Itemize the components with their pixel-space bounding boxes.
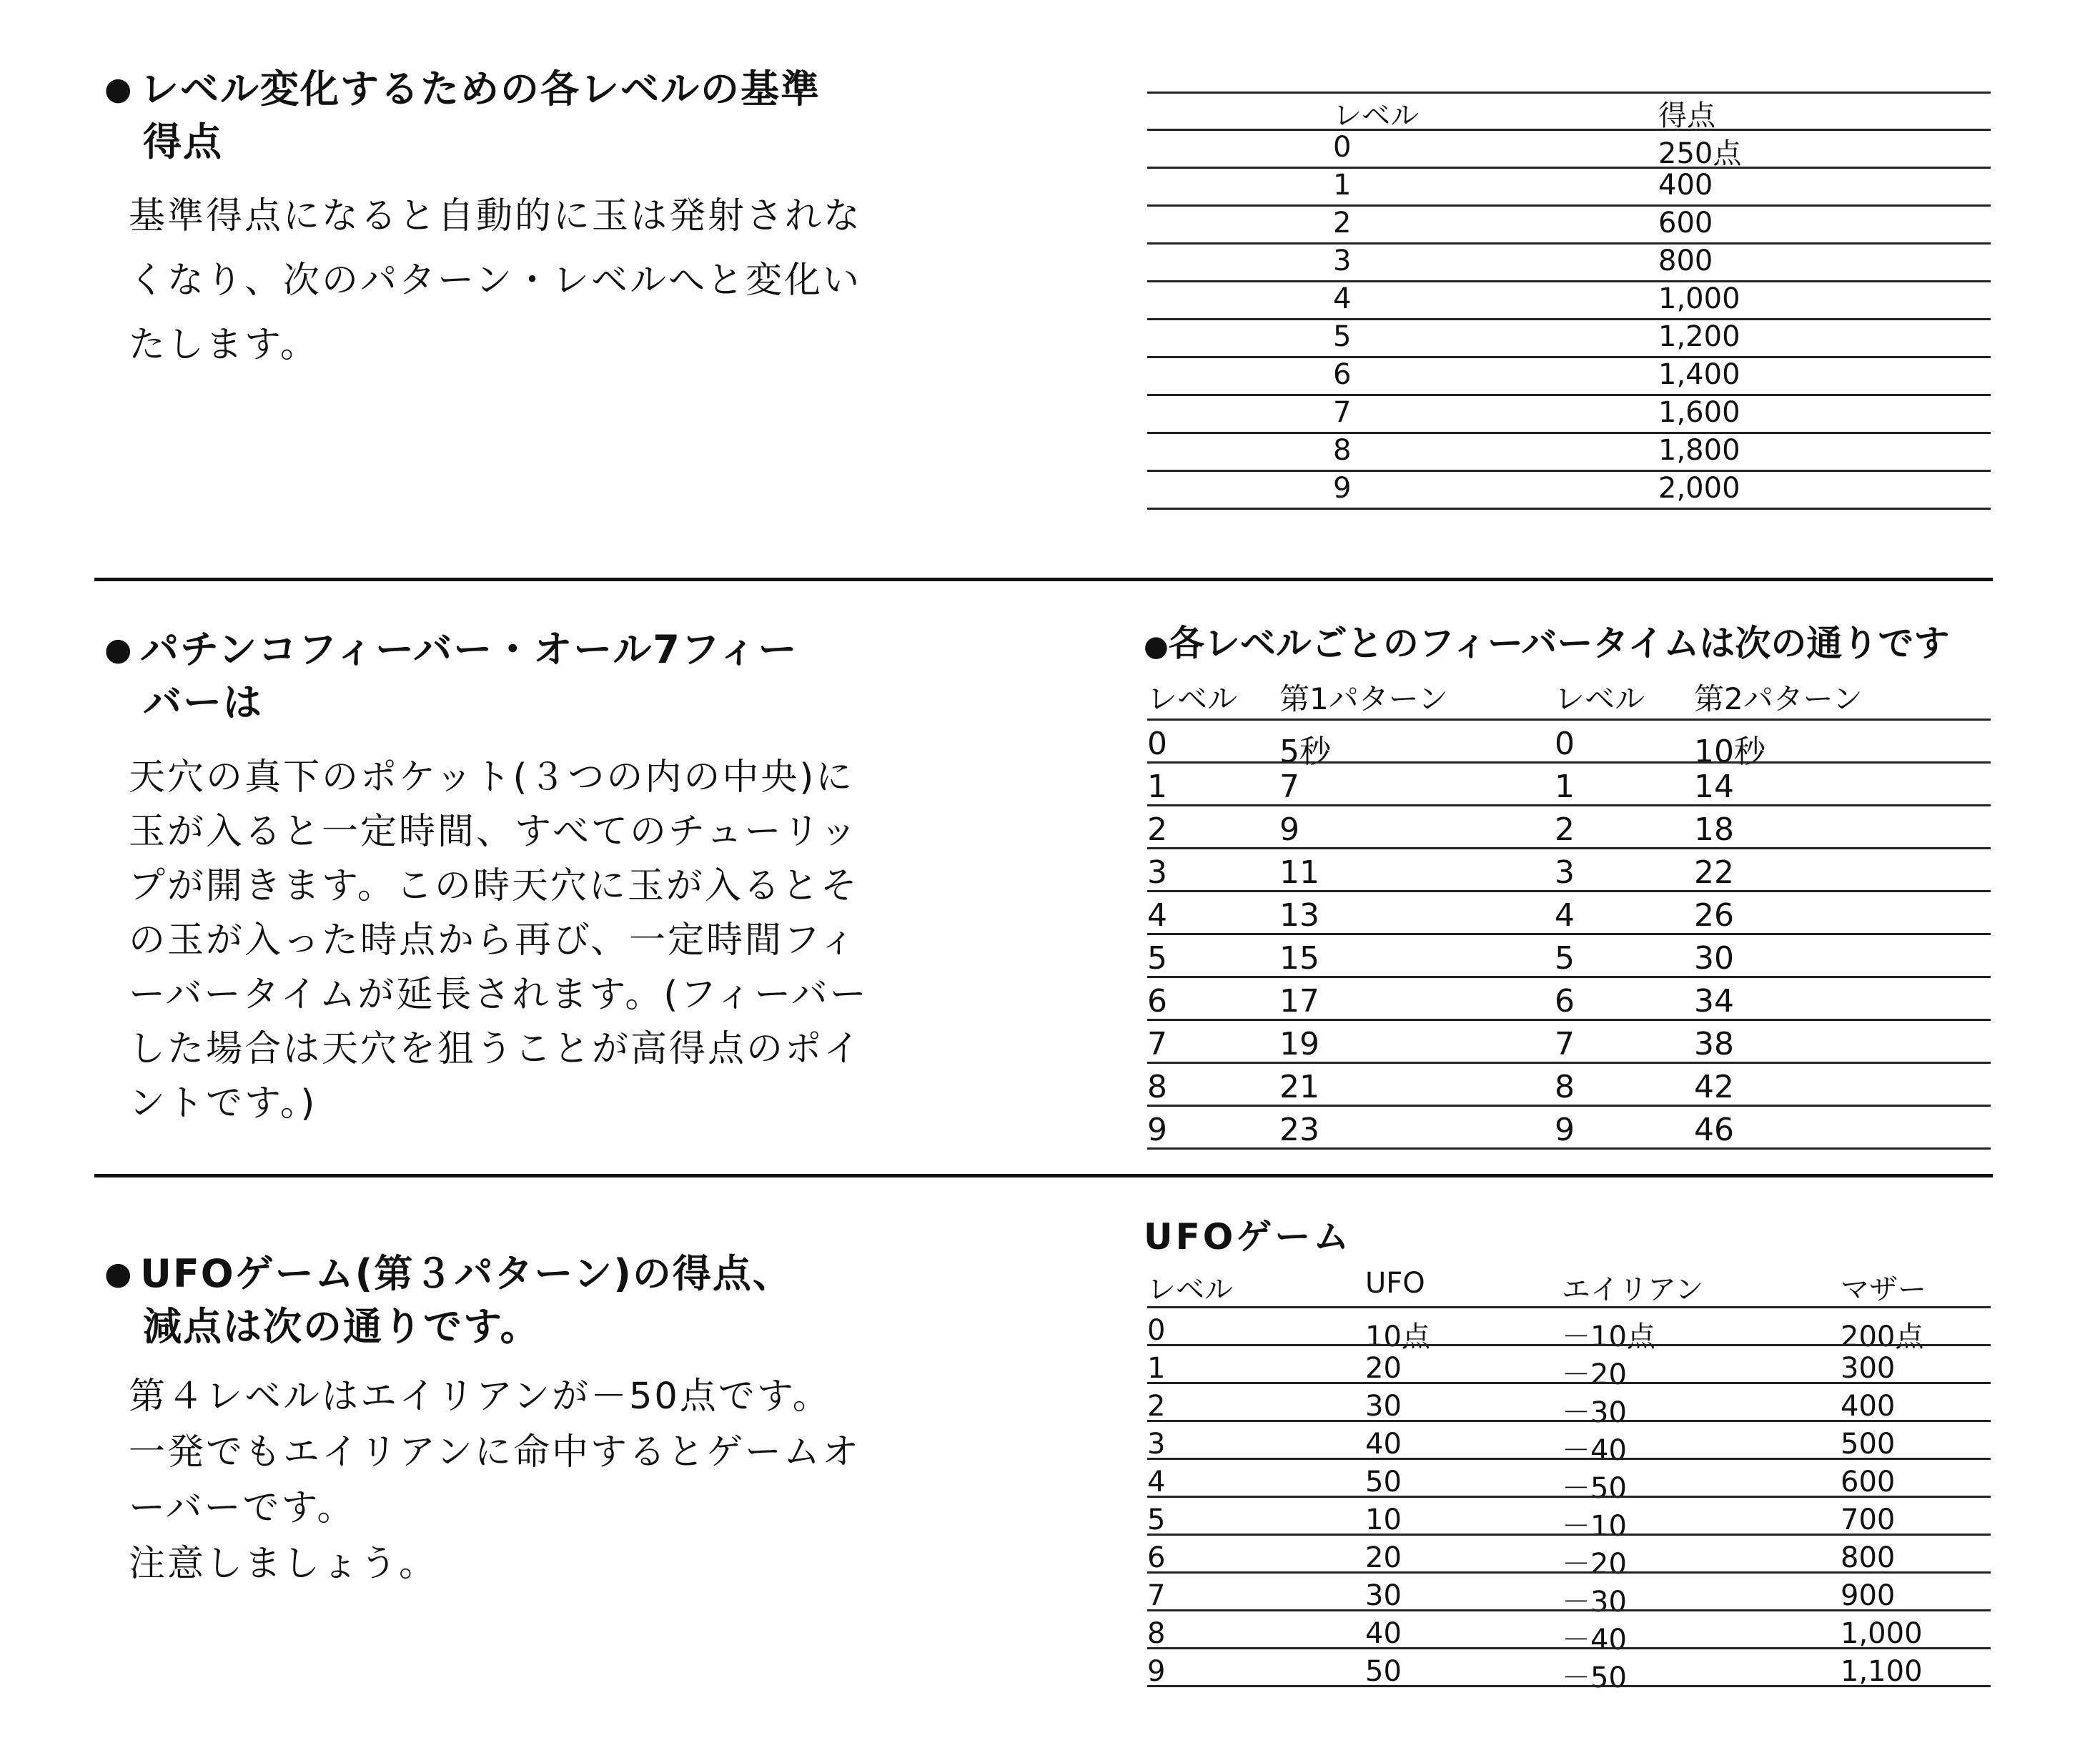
table-cell: －20 <box>1562 1548 1627 1581</box>
table-cell: 46 <box>1694 1112 1734 1148</box>
table-rule <box>1147 1571 1991 1574</box>
table-cell: 1,100 <box>1841 1655 1923 1688</box>
table-cell: 22 <box>1694 854 1734 891</box>
body-line: の玉が入った時点から再び、一定時間フィ <box>129 919 858 962</box>
table-cell: 4 <box>1147 897 1167 934</box>
table-rule <box>1147 719 1991 721</box>
bullet-icon: ● <box>104 1255 134 1292</box>
table-rule <box>1147 92 1991 94</box>
table-cell: 50 <box>1365 1655 1402 1688</box>
table-cell: 23 <box>1279 1112 1319 1148</box>
table-cell: 20 <box>1365 1541 1402 1574</box>
table-cell: 2 <box>1555 811 1575 848</box>
table-cell: 1,600 <box>1658 396 1740 429</box>
ufo-score-table <box>1147 1265 1991 1709</box>
table-cell: 6 <box>1147 1541 1166 1574</box>
table-cell: 4 <box>1333 282 1352 315</box>
table-rule <box>1147 432 1991 434</box>
table-cell: 1 <box>1147 1352 1166 1385</box>
table-cell: －10点 <box>1562 1320 1655 1353</box>
table-rule <box>1147 1344 1991 1346</box>
table-cell: 5秒 <box>1279 734 1331 770</box>
table-cell: －50 <box>1562 1472 1627 1505</box>
table-cell: 400 <box>1841 1390 1896 1423</box>
table-cell: 1,800 <box>1658 434 1740 467</box>
table-cell: 1 <box>1555 769 1575 805</box>
ufo-game-caption: UFOゲーム <box>1144 1216 1352 1258</box>
section1-heading-line1: レベル変化するための各レベルの基準 <box>140 66 821 112</box>
table-cell: 2 <box>1147 811 1167 848</box>
table-cell: 10 <box>1365 1503 1402 1536</box>
table-rule <box>1147 976 1991 978</box>
table-cell: 38 <box>1694 1026 1734 1062</box>
fever-time-caption-text: 各レベルごとのフィーバータイムは次の通りです <box>1168 623 1950 664</box>
table-cell: 34 <box>1694 983 1734 1019</box>
section1-body <box>129 184 943 377</box>
table-cell: 15 <box>1279 940 1319 977</box>
table-rule <box>1147 1458 1991 1460</box>
table-cell: 10秒 <box>1694 734 1765 770</box>
table-header-cell: レベル <box>1147 681 1238 716</box>
table-rule <box>1147 847 1991 849</box>
table-cell: 8 <box>1147 1069 1167 1105</box>
table-cell: 3 <box>1147 854 1167 891</box>
table-rule <box>1147 1647 1991 1649</box>
body-line: した場合は天穴を狙うことが高得点のポイ <box>129 1028 863 1070</box>
table-rule <box>1147 394 1991 396</box>
table-header-cell: 第2パターン <box>1694 681 1863 716</box>
table-cell: 14 <box>1694 769 1734 805</box>
table-cell: 7 <box>1279 769 1299 805</box>
table-rule <box>1147 280 1991 282</box>
table-rule <box>1147 804 1991 806</box>
table-rule <box>1147 356 1991 358</box>
table-rule <box>1147 1496 1991 1498</box>
body-line: ントです。) <box>129 1082 317 1125</box>
table-cell: 1,000 <box>1841 1617 1923 1650</box>
section2-heading-line1: パチンコフィーバー・オール7フィー <box>140 627 798 672</box>
table-cell: 2 <box>1147 1390 1166 1423</box>
table-cell: 7 <box>1333 396 1352 429</box>
section-divider <box>94 1174 1993 1177</box>
table-rule <box>1147 1382 1991 1384</box>
fever-time-caption <box>1144 615 1949 666</box>
table-cell: 4 <box>1147 1466 1166 1498</box>
table-cell: 500 <box>1841 1428 1896 1461</box>
table-header-cell: UFO <box>1365 1267 1425 1300</box>
table-cell: 21 <box>1279 1069 1319 1105</box>
section2-heading <box>104 623 951 729</box>
table-cell: 8 <box>1333 434 1352 467</box>
table-cell: 30 <box>1365 1390 1402 1423</box>
table-rule <box>1147 933 1991 935</box>
table-cell: 400 <box>1658 169 1713 202</box>
table-cell: －50 <box>1562 1661 1627 1694</box>
body-line: 天穴の真下のポケット(３つの内の中央)に <box>129 756 855 799</box>
table-cell: 10点 <box>1365 1320 1430 1353</box>
table-cell: 800 <box>1658 245 1713 277</box>
table-cell: 200点 <box>1841 1320 1924 1353</box>
table-rule <box>1147 470 1991 472</box>
table-cell: －10 <box>1562 1510 1627 1543</box>
section1-heading <box>104 63 951 169</box>
table-cell: 3 <box>1333 245 1352 277</box>
table-cell: 0 <box>1333 131 1352 164</box>
table-header-cell: レベル <box>1555 681 1645 716</box>
table-cell: 9 <box>1279 811 1299 848</box>
table-cell: 5 <box>1147 1503 1166 1536</box>
table-cell: 9 <box>1555 1112 1575 1148</box>
table-header-cell: マザー <box>1841 1273 1926 1306</box>
table-cell: －40 <box>1562 1434 1627 1467</box>
section1-heading-line2: 得点 <box>143 119 223 164</box>
table-cell: 17 <box>1279 983 1319 1019</box>
section2-heading-line2: バーは <box>143 680 263 725</box>
section3-heading-line2: 減点は次の通りです。 <box>143 1304 540 1349</box>
table-cell: 1,400 <box>1658 358 1740 391</box>
bullet-icon: ● <box>1144 630 1169 663</box>
body-line: ーバーです。 <box>129 1487 356 1529</box>
table-cell: 0 <box>1147 1314 1166 1347</box>
table-cell: 7 <box>1555 1026 1575 1062</box>
section3-heading <box>104 1248 951 1353</box>
table-cell: 42 <box>1694 1069 1734 1105</box>
table-rule <box>1147 242 1991 245</box>
body-line: プが開きます。この時天穴に玉が入るとそ <box>129 865 859 907</box>
table-cell: 30 <box>1694 940 1734 977</box>
table-cell: －20 <box>1562 1358 1627 1391</box>
table-cell: 1 <box>1147 769 1167 805</box>
table-cell: －30 <box>1562 1586 1627 1619</box>
table-header-cell: エイリアン <box>1562 1273 1704 1306</box>
table-rule <box>1147 204 1991 207</box>
table-cell: 0 <box>1555 726 1575 762</box>
table-cell: 5 <box>1555 940 1575 977</box>
table-rule <box>1147 1062 1991 1064</box>
body-line: たします。 <box>129 324 319 366</box>
table-cell: 6 <box>1555 983 1575 1019</box>
table-cell: 600 <box>1658 207 1713 240</box>
table-cell: 40 <box>1365 1617 1402 1650</box>
table-cell: 30 <box>1365 1579 1402 1612</box>
table-rule <box>1147 129 1991 131</box>
table-cell: 1,200 <box>1658 320 1740 353</box>
table-cell: 8 <box>1555 1069 1575 1105</box>
table-header-cell: レベル <box>1147 1273 1233 1306</box>
table-cell: 26 <box>1694 897 1734 934</box>
table-rule <box>1147 1534 1991 1536</box>
body-line: 注意しましょう。 <box>129 1543 438 1585</box>
section-divider <box>94 578 1993 581</box>
table-cell: 0 <box>1147 726 1167 762</box>
table-rule <box>1147 1019 1991 1021</box>
table-rule <box>1147 1420 1991 1422</box>
table-header-cell: レベル <box>1333 99 1419 132</box>
section3-heading-line1: UFOゲーム(第３パターン)の得点、 <box>140 1251 793 1296</box>
table-rule <box>1147 890 1991 892</box>
table-cell: 800 <box>1841 1541 1896 1574</box>
table-cell: 5 <box>1333 320 1352 353</box>
body-line: くなり、次のパターン・レベルへと変化い <box>129 260 861 302</box>
body-line: 第４レベルはエイリアンが－50点です。 <box>129 1376 831 1418</box>
table-cell: 1 <box>1333 169 1352 202</box>
table-cell: 4 <box>1555 897 1575 934</box>
table-cell: 250点 <box>1658 137 1742 170</box>
body-line: 玉が入ると一定時間、すべてのチューリッ <box>129 811 859 853</box>
table-rule <box>1147 1105 1991 1107</box>
table-cell: 600 <box>1841 1466 1896 1498</box>
table-header-cell: 得点 <box>1658 99 1715 132</box>
table-cell: 2 <box>1333 207 1352 240</box>
table-cell: 40 <box>1365 1428 1402 1461</box>
body-line: 一発でもエイリアンに命中するとゲームオ <box>129 1431 861 1473</box>
level-score-table <box>1147 92 1991 520</box>
table-rule <box>1147 1685 1991 1687</box>
table-cell: 9 <box>1147 1112 1167 1148</box>
table-cell: 50 <box>1365 1466 1402 1498</box>
table-cell: 2,000 <box>1658 472 1740 505</box>
table-cell: 1,000 <box>1658 282 1740 315</box>
table-cell: 3 <box>1555 854 1575 891</box>
table-header-cell: 第1パターン <box>1279 681 1448 716</box>
table-rule <box>1147 318 1991 320</box>
table-cell: 6 <box>1147 983 1167 1019</box>
table-cell: 20 <box>1365 1352 1402 1385</box>
table-rule <box>1147 1147 1991 1150</box>
table-cell: 5 <box>1147 940 1167 977</box>
table-rule <box>1147 167 1991 169</box>
table-cell: 8 <box>1147 1617 1166 1650</box>
table-cell: －40 <box>1562 1624 1627 1656</box>
bullet-icon: ● <box>104 631 134 668</box>
body-line: ーバータイムが延長されます。(フィーバー <box>129 974 868 1016</box>
table-rule <box>1147 1306 1991 1308</box>
table-cell: 6 <box>1333 358 1352 391</box>
table-cell: 13 <box>1279 897 1319 934</box>
section3-body <box>129 1369 943 1592</box>
table-cell: 3 <box>1147 1428 1166 1461</box>
table-cell: 19 <box>1279 1026 1319 1062</box>
fever-time-table <box>1147 676 1991 1148</box>
table-rule <box>1147 508 1991 510</box>
table-cell: －30 <box>1562 1396 1627 1429</box>
table-cell: 9 <box>1147 1655 1166 1688</box>
bullet-icon: ● <box>104 71 134 107</box>
table-cell: 11 <box>1279 854 1319 891</box>
table-rule <box>1147 761 1991 764</box>
table-cell: 900 <box>1841 1579 1896 1612</box>
table-cell: 7 <box>1147 1579 1166 1612</box>
table-cell: 700 <box>1841 1503 1896 1536</box>
table-rule <box>1147 1609 1991 1611</box>
table-cell: 7 <box>1147 1026 1167 1062</box>
section2-body <box>129 751 943 1131</box>
table-cell: 9 <box>1333 472 1352 505</box>
table-cell: 18 <box>1694 811 1734 848</box>
table-cell: 300 <box>1841 1352 1896 1385</box>
body-line: 基準得点になると自動的に玉は発射されな <box>129 195 863 237</box>
